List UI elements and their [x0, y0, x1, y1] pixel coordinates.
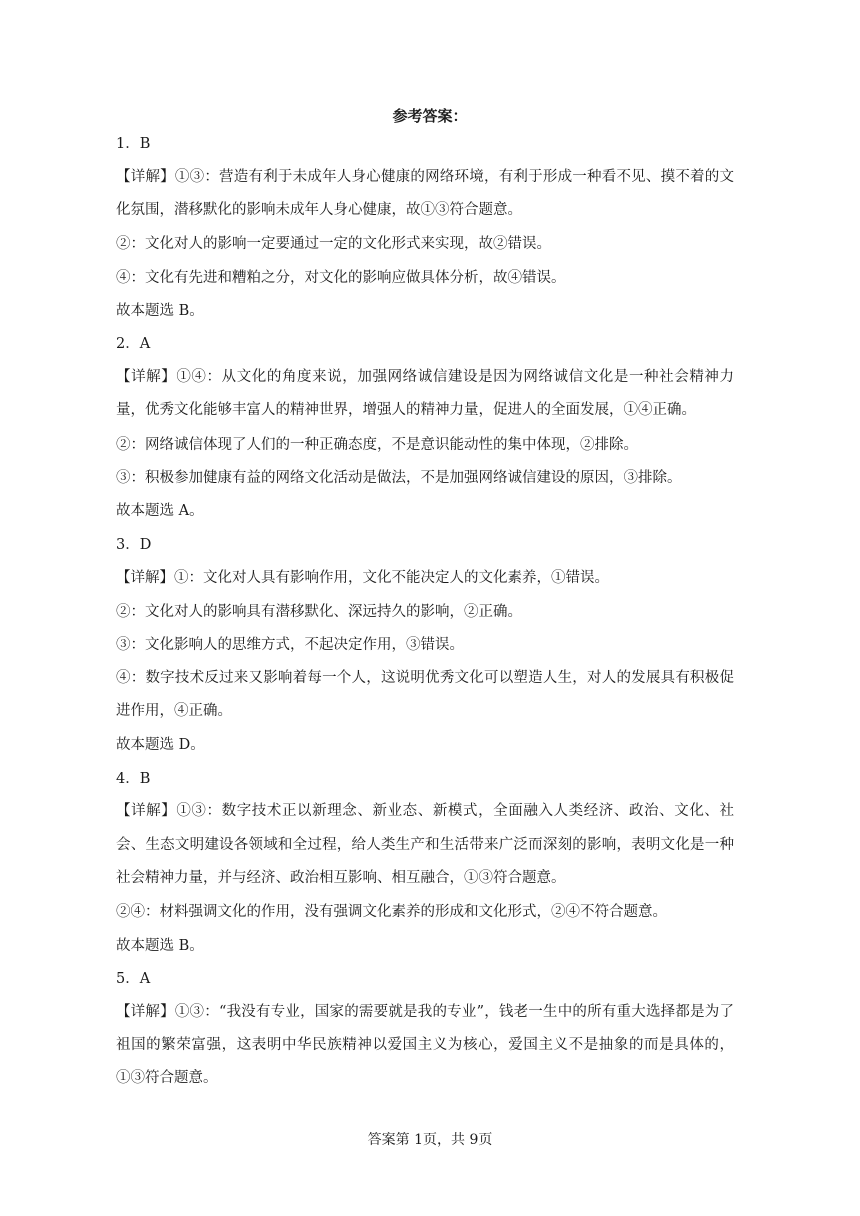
- answer-list: [116, 134, 734, 1103]
- page-title: 参考答案：: [392, 107, 468, 125]
- question-number: 5．A: [116, 970, 151, 987]
- explanation-paragraph: 【详解】①④：从文化的角度来说，加强网络诚信建设是因为网络诚信文化是一种社会精神力量，优秀文化能够丰富人的精神世界，增强人的精神力量，促进人的全面发展，①④正确。: [116, 369, 734, 419]
- explanation-line: ②④：材料强调文化的作用，没有强调文化素养的形成和文化形式，②④不符合题意。: [116, 904, 667, 921]
- explanation-paragraph: ④：数字技术反过来又影响着每一个人，这说明优秀文化可以塑造人生，对人的发展具有积极促进作用，④正确。: [116, 669, 734, 720]
- explanation-line: ②：文化对人的影响具有潜移默化、深远持久的影响，②正确。: [116, 603, 522, 620]
- explanation-paragraph: 【详解】①③：数字技术正以新理念、新业态、新模式，全面融入人类经济、政治、文化、社会、生态文明建设各领域和全过程，给人类生产和生活带来广泛而深刻的影响，表明文化是一种社会精神力量，并与经济、政治相互影响、相互融合，①③符合题意。: [116, 803, 734, 887]
- conclusion-line: 故本题选 B。: [116, 937, 204, 954]
- explanation-line: ③：文化影响人的思维方式，不起决定作用，③错误。: [116, 636, 464, 653]
- conclusion-line: 故本题选 A。: [116, 503, 204, 520]
- conclusion-line: 故本题选 D。: [116, 737, 205, 754]
- conclusion-line: 故本题选 B。: [116, 302, 204, 319]
- question-number: 1．B: [116, 136, 151, 152]
- question-number: 2．A: [116, 336, 151, 353]
- page-footer: 答案第 1页，共 9页: [367, 1132, 493, 1148]
- explanation-line: 【详解】①：文化对人具有影响作用，文化不能决定人的文化素养，①错误。: [116, 570, 609, 587]
- explanation-paragraph: 【详解】①③：营造有利于未成年人身心健康的网络环境，有利于形成一种看不见、摸不着的文化氛围，潜移默化的影响未成年人身心健康，故①③符合题意。: [116, 168, 734, 219]
- explanation-line: ③：积极参加健康有益的网络文化活动是做法，不是加强网络诚信建设的原因，③排除。: [116, 469, 682, 486]
- explanation-line: ④：文化有先进和糟粕之分，对文化的影响应做具体分析，故④错误。: [116, 269, 566, 286]
- explanation-line: ②：网络诚信体现了人们的一种正确态度，不是意识能动性的集中体现，②排除。: [116, 436, 638, 453]
- explanation-line: ②：文化对人的影响一定要通过一定的文化形式来实现，故②错误。: [116, 236, 551, 253]
- question-number: 4．B: [116, 770, 151, 787]
- question-number: 3．D: [116, 536, 152, 553]
- explanation-paragraph: 【详解】①③：“我没有专业，国家的需要就是我的专业”，钱老一生中的所有重大选择都是为了祖国的繁荣富强，这表明中华民族精神以爱国主义为核心，爱国主义不是抽象的而是具体的，①③符合题意。: [116, 1003, 734, 1087]
